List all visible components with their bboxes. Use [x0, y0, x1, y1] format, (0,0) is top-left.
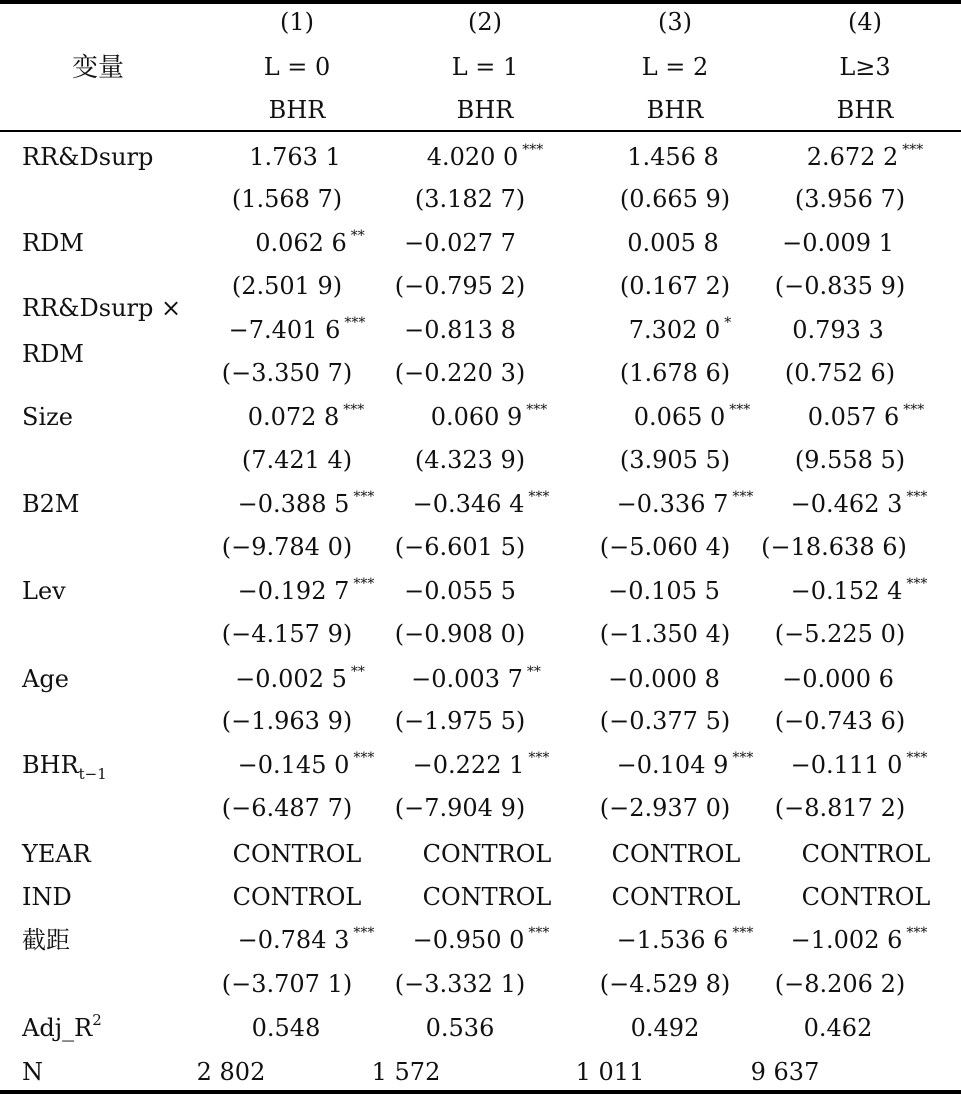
value-cell: 0.548	[251, 1014, 321, 1042]
row-label-bhr-lag: $BHR_{t-1}$	[22, 751, 107, 783]
coef-cell: 7.302 0 *	[628, 315, 732, 344]
row-label-adj-r2: $Adj\_R^2$	[22, 1011, 102, 1042]
row-label-interaction-line1: RR&Dsurp ×	[22, 294, 182, 322]
variable-header: 变量	[72, 53, 125, 83]
coef-cell: −0.145 0 ***	[237, 750, 375, 779]
tstat-cell: (−0.743 6)	[774, 707, 906, 735]
col4-condition: L≥3	[839, 53, 891, 81]
value-cell: 0.462	[803, 1014, 873, 1042]
row-label-ind: IND	[22, 883, 72, 911]
tstat-cell: (0.752 6)	[784, 359, 896, 387]
row-label-year: YEAR	[22, 840, 91, 868]
tstat-cell: (−4.157 9)	[221, 620, 353, 648]
coef-cell: 1.456 8	[627, 143, 719, 171]
tstat-cell: (−8.817 2)	[774, 794, 906, 822]
tstat-cell: (−3.332 1)	[394, 970, 526, 998]
coef-cell: 0.065 0 ***	[633, 402, 751, 431]
coef-cell: 0.060 9 ***	[430, 402, 548, 431]
tstat-cell: (−5.225 0)	[774, 620, 906, 648]
tstat-cell: (−4.529 8)	[599, 970, 731, 998]
tstat-cell: (9.558 5)	[794, 446, 906, 474]
coef-cell: 0.793 3	[792, 316, 884, 344]
coef-cell: −0.105 5	[608, 577, 720, 605]
row-label-b2m: B2M	[22, 490, 80, 518]
coef-cell: −0.055 5	[404, 577, 516, 605]
control-cell: CONTROL	[801, 883, 931, 911]
control-cell: CONTROL	[611, 883, 741, 911]
control-cell: CONTROL	[422, 840, 552, 868]
tstat-cell: (3.905 5)	[619, 446, 731, 474]
coef-cell: −0.388 5 ***	[237, 489, 375, 518]
col3-dependent: BHR	[646, 96, 704, 124]
tstat-cell: (−0.835 9)	[774, 272, 906, 300]
col1-number: (1)	[280, 8, 314, 36]
col1-condition: L = 0	[263, 53, 331, 81]
tstat-cell: (−5.060 4)	[599, 533, 731, 561]
control-cell: CONTROL	[801, 840, 931, 868]
coef-cell: −1.536 6 ***	[616, 925, 754, 954]
tstat-cell: (−1.350 4)	[599, 620, 731, 648]
coef-cell: −0.784 3 ***	[237, 925, 375, 954]
tstat-cell: (3.182 7)	[414, 185, 526, 213]
table-top-rule	[0, 0, 961, 4]
control-cell: CONTROL	[422, 883, 552, 911]
value-cell: 0.492	[630, 1014, 700, 1042]
tstat-cell: (−3.350 7)	[221, 359, 353, 387]
value-cell: 0.536	[425, 1014, 495, 1042]
value-cell: 1 572	[371, 1058, 441, 1086]
coef-cell: −0.192 7 ***	[237, 576, 375, 605]
row-label-age: Age	[22, 665, 69, 693]
tstat-cell: (−2.937 0)	[599, 794, 731, 822]
row-label-lev: Lev	[22, 577, 66, 605]
col2-condition: L = 1	[451, 53, 519, 81]
control-cell: CONTROL	[232, 840, 362, 868]
col3-condition: L = 2	[641, 53, 709, 81]
tstat-cell: (−9.784 0)	[221, 533, 353, 561]
coef-cell: −0.462 3 ***	[790, 489, 928, 518]
tstat-cell: (3.956 7)	[794, 185, 906, 213]
coef-cell: 0.057 6 ***	[807, 402, 925, 431]
tstat-cell: (−0.795 2)	[394, 272, 526, 300]
tstat-cell: (−1.975 5)	[394, 707, 526, 735]
tstat-cell: (−0.377 5)	[599, 707, 731, 735]
tstat-cell: (−6.487 7)	[221, 794, 353, 822]
tstat-cell: (4.323 9)	[414, 446, 526, 474]
col4-number: (4)	[848, 8, 882, 36]
coef-cell: −0.027 7	[404, 229, 516, 257]
tstat-cell: (−1.963 9)	[221, 707, 353, 735]
row-label-n: N	[22, 1058, 43, 1086]
tstat-cell: (−7.904 9)	[394, 794, 526, 822]
value-cell: 1 011	[575, 1058, 645, 1086]
value-cell: 2 802	[196, 1058, 266, 1086]
coef-cell: −7.401 6 ***	[228, 315, 366, 344]
coef-cell: −0.104 9 ***	[616, 750, 754, 779]
col2-number: (2)	[468, 8, 502, 36]
coef-cell: −0.346 4 ***	[412, 489, 550, 518]
row-label-intercept: 截距	[22, 926, 70, 954]
col2-dependent: BHR	[456, 96, 514, 124]
coef-cell: 0.005 8	[627, 229, 719, 257]
tstat-cell: (1.678 6)	[619, 359, 731, 387]
tstat-cell: (1.568 7)	[231, 185, 343, 213]
coef-cell: −0.111 0 ***	[790, 750, 928, 779]
tstat-cell: (0.665 9)	[619, 185, 731, 213]
tstat-cell: (2.501 9)	[231, 272, 343, 300]
coef-cell: 2.672 2 ***	[806, 142, 924, 171]
coef-cell: −0.152 4 ***	[790, 576, 928, 605]
coef-cell: −0.222 1 ***	[412, 750, 550, 779]
coef-cell: −0.002 5 **	[235, 664, 365, 693]
tstat-cell: (−8.206 2)	[774, 970, 906, 998]
col3-number: (3)	[658, 8, 692, 36]
tstat-cell: (−0.220 3)	[394, 359, 526, 387]
row-label-rdm: RDM	[22, 229, 84, 257]
tstat-cell: (−6.601 5)	[394, 533, 526, 561]
coef-cell: 0.062 6 **	[255, 228, 365, 257]
coef-cell: −0.009 1	[782, 229, 894, 257]
coef-cell: −0.813 8	[404, 316, 516, 344]
col4-dependent: BHR	[836, 96, 894, 124]
coef-cell: 0.072 8 ***	[247, 402, 365, 431]
row-label-rrdsurp: RR&Dsurp	[22, 143, 154, 171]
coef-cell: −0.003 7 **	[411, 664, 541, 693]
tstat-cell: (−18.638 6)	[761, 533, 907, 561]
tstat-cell: (−3.707 1)	[221, 970, 353, 998]
coef-cell: −1.002 6 ***	[790, 925, 928, 954]
value-cell: 9 637	[750, 1058, 820, 1086]
coef-cell: −0.000 6	[782, 665, 894, 693]
row-label-interaction-line2: RDM	[22, 340, 84, 368]
control-cell: CONTROL	[232, 883, 362, 911]
control-cell: CONTROL	[611, 840, 741, 868]
tstat-cell: (7.421 4)	[241, 446, 353, 474]
coef-cell: 4.020 0 ***	[426, 142, 544, 171]
table-bottom-rule	[0, 1090, 961, 1094]
table-header-rule	[0, 130, 961, 132]
row-label-size: Size	[22, 403, 73, 431]
coef-cell: −0.000 8	[608, 665, 720, 693]
coef-cell: −0.950 0 ***	[412, 925, 550, 954]
coef-cell: 1.763 1	[249, 143, 341, 171]
coef-cell: −0.336 7 ***	[616, 489, 754, 518]
tstat-cell: (−0.908 0)	[394, 620, 526, 648]
tstat-cell: (0.167 2)	[619, 272, 731, 300]
col1-dependent: BHR	[268, 96, 326, 124]
